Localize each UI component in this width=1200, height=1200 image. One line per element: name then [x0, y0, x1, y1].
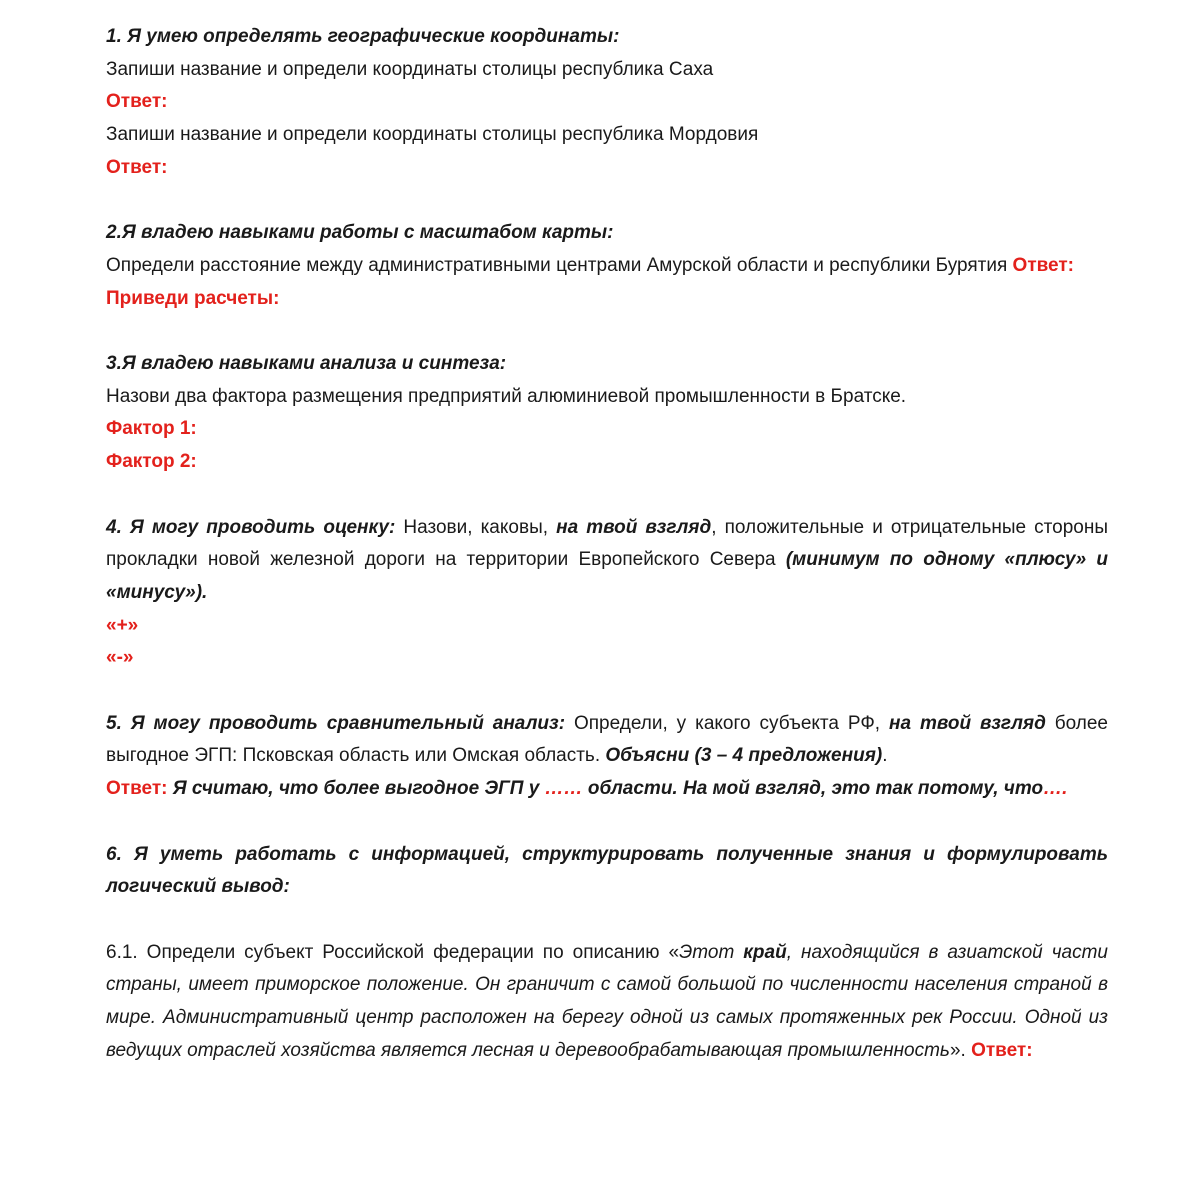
section-4-plus: «+»	[106, 614, 139, 636]
task-text: Определи расстояние между административными центрами Амурской области и республики Бурятия	[106, 254, 1013, 276]
emphasis: Объясни (3 – 4 предложения)	[605, 745, 883, 767]
spacer	[106, 675, 1108, 708]
text: ».	[949, 1039, 972, 1061]
section-4-minus: «-»	[106, 647, 134, 669]
spacer	[106, 904, 1108, 937]
section-6-heading: 6. Я уметь работать с информацией, структурировать полученные знания и формулировать логический вывод:	[106, 843, 1108, 898]
section-3-factor-1: Фактор 1:	[106, 418, 197, 440]
section-5-heading: 5. Я могу проводить сравнительный анализ:	[106, 712, 566, 734]
section-2-calc: Приведи расчеты:	[106, 287, 280, 309]
document-page	[106, 21, 1108, 1067]
section-3-task: Назови два фактора размещения предприятий алюминиевой промышленности в Братске.	[106, 385, 907, 407]
section-1-answer-2: Ответ:	[106, 156, 168, 178]
spacer	[106, 479, 1108, 512]
emphasis: на твой взгляд	[889, 712, 1046, 734]
spacer	[106, 315, 1108, 348]
dots: ….	[1043, 778, 1068, 800]
text: 6.1. Определи субъект Российской федерации по описанию «	[106, 941, 680, 963]
quote: , находящийся в азиатской части страны, имеет приморское положение. Он граничит с самой большой по численности населения страной в мире. Административный центр расположен на берегу одной из самых протяженных рек России. Одной из ведущих отраслей хозяйства является лесная и деревообрабатывающая промышленность	[106, 941, 1108, 1061]
dots: ……	[544, 778, 583, 800]
emphasis: на твой взгляд	[556, 516, 712, 538]
text: Назови, каковы,	[395, 516, 557, 538]
text: .	[882, 745, 888, 767]
answer-label: Ответ:	[971, 1039, 1033, 1061]
section-4-heading: 4. Я могу проводить оценку:	[106, 516, 396, 538]
text: более выгодное ЭГП: Псковская область или Омская область.	[106, 712, 1108, 767]
section-1-answer-1: Ответ:	[106, 91, 168, 113]
text: Определи, у какого субъекта РФ,	[565, 712, 890, 734]
text: , положительные и отрицательные стороны прокладки новой железной дороги на территории Европейского Севера	[106, 516, 1108, 571]
section-1-heading: 1. Я умею определять географические координаты:	[106, 26, 620, 47]
section-3-heading: 3.Я владею навыками анализа и синтеза:	[106, 353, 507, 374]
emphasis: край	[743, 941, 787, 963]
spacer	[106, 185, 1108, 218]
section-6-1-task	[106, 937, 1108, 1068]
section-5-task	[106, 708, 1108, 773]
section-2-task	[106, 250, 1108, 283]
emphasis: (минимум по одному «плюсу» и «минусу»).	[106, 549, 1109, 603]
section-5-answer	[106, 773, 1108, 806]
answer-label: Ответ:	[1012, 254, 1075, 276]
answer-text: Я считаю, что более выгодное ЭГП у	[167, 778, 545, 800]
section-2-heading: 2.Я владею навыками работы с масштабом карты:	[106, 222, 614, 244]
answer-text: области. На мой взгляд, это так потому, что	[582, 778, 1044, 800]
answer-label: Ответ:	[106, 778, 168, 800]
spacer	[106, 806, 1108, 839]
section-3-factor-2: Фактор 2:	[106, 451, 197, 473]
section-1-task-2: Запиши название и определи координаты столицы республика Мордовия	[106, 124, 759, 146]
section-1-task-1: Запиши название и определи координаты столицы республика Саха	[106, 58, 714, 80]
section-4-task	[106, 512, 1108, 610]
quote: Этот	[679, 941, 744, 963]
